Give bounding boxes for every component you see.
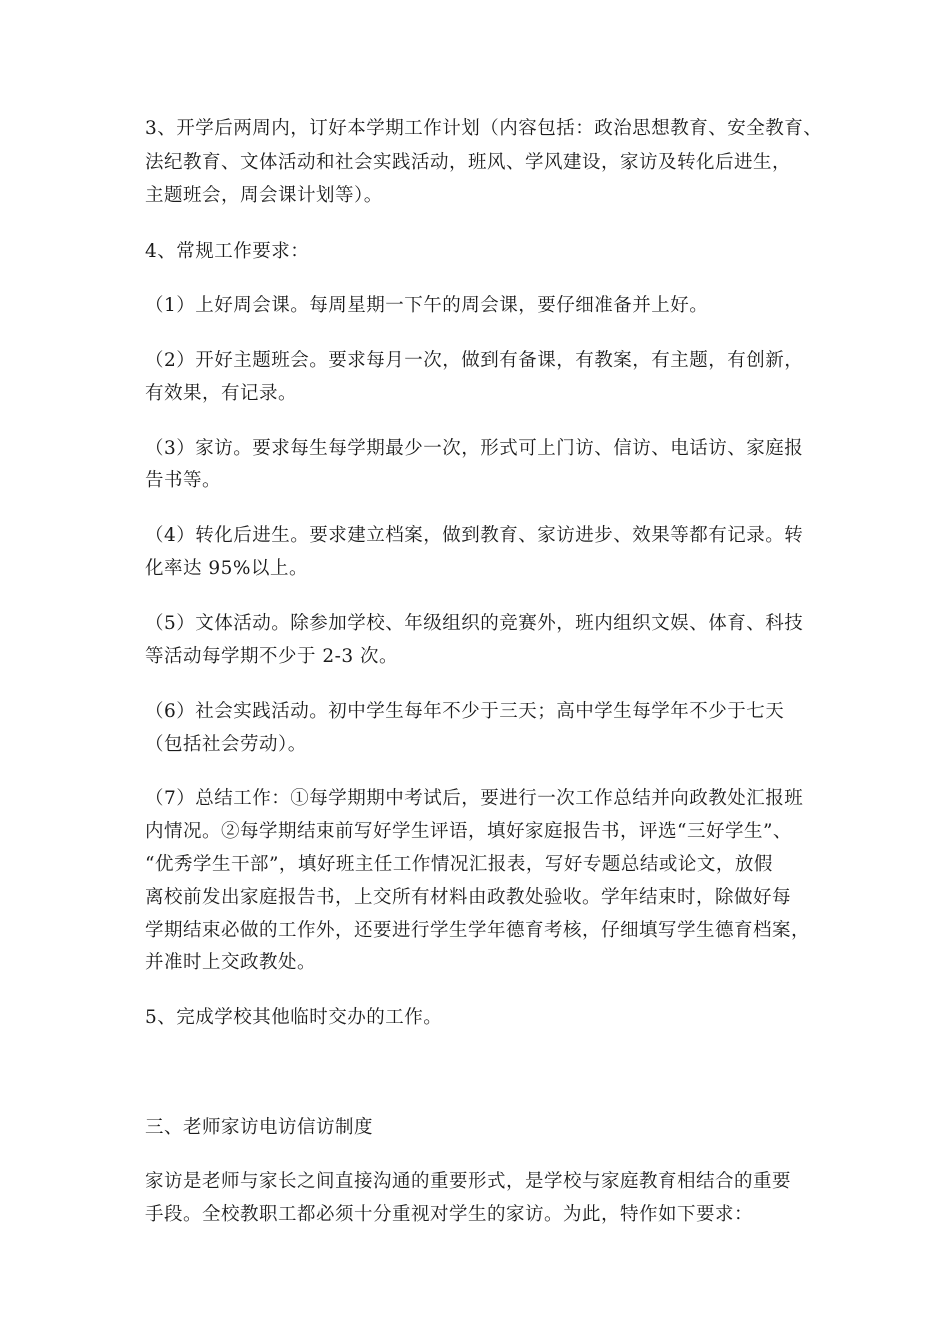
section-heading: 4、常规工作要求：	[145, 241, 310, 262]
text-line: （3）家访。要求每生每学期最少一次，形式可上门访、信访、电话访、家庭报	[145, 438, 804, 459]
text-line: 并准时上交政教处。	[145, 952, 317, 973]
text-line: 化率达 95%以上。	[145, 558, 309, 579]
text-line: （包括社会劳动）。	[145, 734, 307, 755]
text-line: 内情况。②每学期结束前写好学生评语，填好家庭报告书，评选“三好学生”、	[145, 821, 792, 842]
text-line: 5、完成学校其他临时交办的工作。	[145, 1007, 443, 1028]
text-line: （2）开好主题班会。要求每月一次，做到有备课，有教案，有主题，有创新，	[145, 350, 804, 371]
text-line: 家访是老师与家长之间直接沟通的重要形式，是学校与家庭教育相结合的重要	[145, 1171, 792, 1192]
text-line: 学期结束必做的工作外，还要进行学生学年德育考核，仔细填写学生德育档案，	[145, 920, 811, 941]
text-line: 有效果，有记录。	[145, 383, 298, 404]
section-heading: 三、老师家访电访信访制度	[145, 1117, 374, 1138]
text-line: （7）总结工作：①每学期期中考试后，要进行一次工作总结并向政教处汇报班	[145, 788, 804, 809]
text-line: 主题班会，周会课计划等）。	[145, 185, 383, 206]
text-line: （1）上好周会课。每周星期一下午的周会课，要仔细准备并上好。	[145, 295, 709, 316]
text-line: （4）转化后进生。要求建立档案，做到教育、家访进步、效果等都有记录。转	[145, 525, 804, 546]
text-line: （6）社会实践活动。初中学生每年不少于三天；高中学生每学年不少于七天	[145, 701, 785, 722]
text-line: 等活动每学期不少于 2-3 次。	[145, 646, 399, 667]
text-line: “优秀学生干部”，填好班主任工作情况汇报表，写好专题总结或论文，放假	[145, 854, 773, 875]
text-line: 告书等。	[145, 470, 222, 491]
text-line: 法纪教育、文体活动和社会实践活动，班风、学风建设，家访及转化后进生，	[145, 152, 792, 173]
text-line: （5）文体活动。除参加学校、年级组织的竞赛外，班内组织文娱、体育、科技	[145, 613, 804, 634]
text-line: 手段。全校教职工都必须十分重视对学生的家访。为此，特作如下要求：	[145, 1204, 754, 1225]
text-line: 离校前发出家庭报告书，上交所有材料由政教处验收。学年结束时，除做好每	[145, 887, 792, 908]
text-line: 3、开学后两周内，订好本学期工作计划（内容包括：政治思想教育、安全教育、	[145, 118, 823, 139]
